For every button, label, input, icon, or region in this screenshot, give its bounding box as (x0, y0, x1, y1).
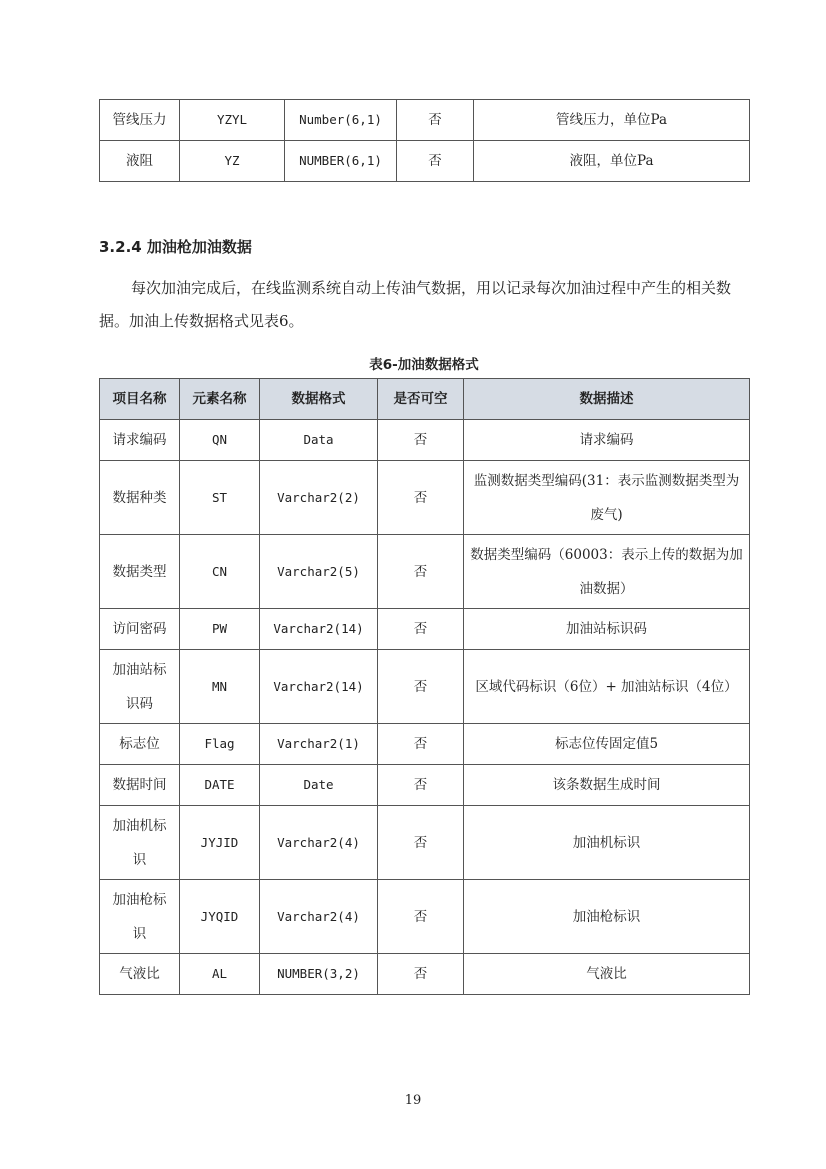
table-cell: 否 (378, 880, 464, 954)
column-header: 元素名称 (180, 379, 260, 420)
table-cell: 否 (378, 954, 464, 995)
section-paragraph: 每次加油完成后，在线监测系统自动上传油气数据，用以记录每次加油过程中产生的相关数据。加油上传数据格式见表6。 (99, 279, 732, 330)
table-header-row (100, 379, 750, 420)
table-cell: CN (180, 535, 260, 609)
table-cell: NUMBER(3,2) (260, 954, 378, 995)
table-row (100, 420, 750, 461)
table-cell: 加油机标识 (464, 806, 750, 880)
table-cell: 数据时间 (100, 765, 180, 806)
table-cell: 否 (378, 535, 464, 609)
table-cell: 否 (378, 461, 464, 535)
table-cell: QN (180, 420, 260, 461)
table-cell: 否 (378, 420, 464, 461)
table-cell: 数据种类 (100, 461, 180, 535)
table-cell: Varchar2(4) (260, 806, 378, 880)
table-cell: YZYL (180, 100, 285, 141)
table-cell: 标志位传固定值5 (464, 724, 750, 765)
table-row (100, 609, 750, 650)
table-cell: 标志位 (100, 724, 180, 765)
column-header: 数据描述 (464, 379, 750, 420)
table-cell: 否 (378, 609, 464, 650)
table-cell: MN (180, 650, 260, 724)
table-cell: 否 (397, 141, 474, 182)
column-header: 项目名称 (100, 379, 180, 420)
table-cell: Flag (180, 724, 260, 765)
table-cell: 加油站标识码 (464, 609, 750, 650)
table-cell: Varchar2(2) (260, 461, 378, 535)
table-cell: Varchar2(14) (260, 609, 378, 650)
table-cell: 气液比 (100, 954, 180, 995)
table-cell: 加油枪标识 (464, 880, 750, 954)
table-cell: JYJID (180, 806, 260, 880)
table-cell: 加油站标识码 (100, 650, 180, 724)
table-cell: NUMBER(6,1) (285, 141, 397, 182)
table-cell: Varchar2(1) (260, 724, 378, 765)
section-heading: 3.2.4 加油枪加油数据 (99, 238, 252, 256)
table-row (100, 141, 750, 182)
table-row (100, 954, 750, 995)
column-header: 数据格式 (260, 379, 378, 420)
table-row (100, 880, 750, 954)
table-cell: 否 (378, 724, 464, 765)
table-cell: 该条数据生成时间 (464, 765, 750, 806)
table-cell: Varchar2(14) (260, 650, 378, 724)
table-cell: 数据类型编码（60003：表示上传的数据为加油数据） (464, 535, 750, 609)
table-cell: 否 (378, 650, 464, 724)
table-row (100, 461, 750, 535)
pipeline-params-table (99, 99, 750, 182)
table-cell: JYQID (180, 880, 260, 954)
table-row (100, 535, 750, 609)
table-cell: 气液比 (464, 954, 750, 995)
table-cell: AL (180, 954, 260, 995)
table-cell: Data (260, 420, 378, 461)
table-caption: 表6-加油数据格式 (369, 357, 479, 373)
table-cell: ST (180, 461, 260, 535)
table-cell: 数据类型 (100, 535, 180, 609)
table-row (100, 806, 750, 880)
table-cell: 区域代码标识（6位）+ 加油站标识（4位） (464, 650, 750, 724)
table-cell: 管线压力 (100, 100, 180, 141)
table-cell: 管线压力，单位Pa (474, 100, 750, 141)
column-header: 是否可空 (378, 379, 464, 420)
table-cell: 请求编码 (100, 420, 180, 461)
table-cell: Varchar2(4) (260, 880, 378, 954)
table-cell: DATE (180, 765, 260, 806)
table-cell: PW (180, 609, 260, 650)
table-cell: 访问密码 (100, 609, 180, 650)
table-row (100, 724, 750, 765)
table-row (100, 650, 750, 724)
table-row (100, 765, 750, 806)
table-cell: YZ (180, 141, 285, 182)
table-cell: 加油机标识 (100, 806, 180, 880)
refuel-data-format-table (99, 378, 750, 995)
table-cell: 加油枪标识 (100, 880, 180, 954)
table-cell: 液阻，单位Pa (474, 141, 750, 182)
table-cell: 否 (378, 765, 464, 806)
table-cell: Varchar2(5) (260, 535, 378, 609)
table-cell: 否 (397, 100, 474, 141)
table-cell: 否 (378, 806, 464, 880)
table-row (100, 100, 750, 141)
table-cell: 液阻 (100, 141, 180, 182)
table-cell: 请求编码 (464, 420, 750, 461)
table-cell: 监测数据类型编码(31：表示监测数据类型为废气) (464, 461, 750, 535)
page-number: 19 (404, 1093, 422, 1108)
table-cell: Number(6,1) (285, 100, 397, 141)
table-cell: Date (260, 765, 378, 806)
